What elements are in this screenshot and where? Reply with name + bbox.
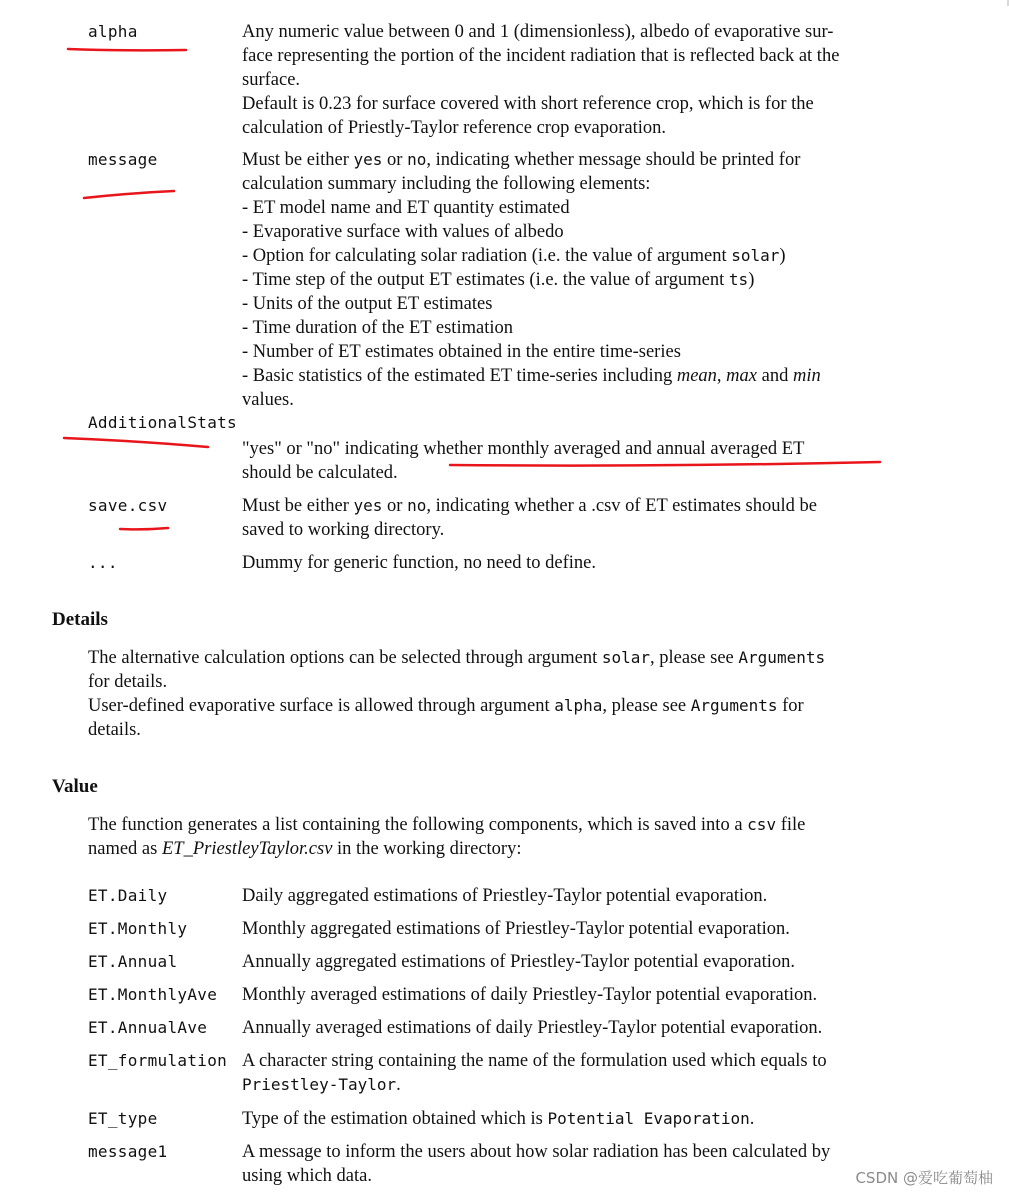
desc-line: calculation summary including the following elements: <box>242 174 651 194</box>
value-item-desc: Annually averaged estimations of daily Priestley-Taylor potential evaporation. <box>242 1018 823 1038</box>
value-item-desc: Monthly aggregated estimations of Priestley-Taylor potential evaporation. <box>242 919 790 939</box>
underline-save-csv <box>120 528 168 529</box>
value-item-desc: Daily aggregated estimations of Priestley-Taylor potential evaporation. <box>242 886 768 906</box>
desc-line: - Number of ET estimates obtained in the entire time-series <box>242 342 681 362</box>
underline-additionalstats <box>64 438 208 447</box>
details-line: details. <box>88 720 141 740</box>
details-line: User-defined evaporative surface is allowed through argument alpha, please see Arguments for <box>88 696 804 716</box>
details-line: The alternative calculation options can be selected through argument solar, please see Arguments <box>88 648 826 668</box>
arg-name-message: message <box>88 150 158 169</box>
desc-line: - Units of the output ET estimates <box>242 294 493 314</box>
desc-line: - Basic statistics of the estimated ET time-series including mean, max and min <box>242 366 821 386</box>
value-item-name: ET.MonthlyAve <box>88 985 218 1004</box>
value-item-desc: Monthly averaged estimations of daily Priestley-Taylor potential evaporation. <box>242 985 818 1005</box>
value-line: named as ET_PriestleyTaylor.csv in the working directory: <box>88 839 522 859</box>
desc-line: calculation of Priestly-Taylor reference crop evaporation. <box>242 118 667 138</box>
arg-name-save-csv: save.csv <box>88 496 168 515</box>
value-item-name: message1 <box>88 1142 168 1161</box>
desc-line: A character string containing the name of the formulation used which equals to <box>242 1051 827 1071</box>
desc-line: - Time duration of the ET estimation <box>242 318 513 338</box>
arg-name-alpha: alpha <box>88 22 138 41</box>
desc-line: Type of the estimation obtained which is Potential Evaporation. <box>242 1109 755 1129</box>
desc-line: should be calculated. <box>242 463 398 483</box>
value-item-name: ET_type <box>88 1109 158 1128</box>
value-item-name: ET.Monthly <box>88 919 188 938</box>
value-item-name: ET_formulation <box>88 1051 228 1070</box>
desc-line: - Option for calculating solar radiation (i.e. the value of argument solar) <box>242 246 786 266</box>
watermark: CSDN @爱吃葡萄柚 <box>855 1169 993 1187</box>
desc-line: using which data. <box>242 1166 372 1186</box>
arg-name-additionalstats: AdditionalStats <box>88 413 237 432</box>
value-line: The function generates a list containing the following components, which is saved into a csv file <box>88 815 806 835</box>
value-item-name: ET.Daily <box>88 886 168 905</box>
desc-line: Default is 0.23 for surface covered with short reference crop, which is for the <box>242 94 814 114</box>
underline-alpha <box>68 49 186 50</box>
desc-line: Priestley-Taylor. <box>242 1075 401 1095</box>
value-item-desc: Annually aggregated estimations of Priestley-Taylor potential evaporation. <box>242 952 796 972</box>
value-heading: Value <box>52 776 98 797</box>
desc-line: A message to inform the users about how solar radiation has been calculated by <box>242 1142 831 1162</box>
desc-line: values. <box>242 390 294 410</box>
arg-name-dots: ... <box>88 553 118 572</box>
desc-line: - ET model name and ET quantity estimated <box>242 198 570 218</box>
underline-message <box>84 191 174 198</box>
desc-line: Any numeric value between 0 and 1 (dimensionless), albedo of evaporative sur- <box>242 22 834 42</box>
desc-line: "yes" or "no" indicating whether monthly averaged and annual averaged ET <box>242 439 805 459</box>
desc-line: - Evaporative surface with values of albedo <box>242 222 564 242</box>
desc-line: Must be either yes or no, indicating whether a .csv of ET estimates should be <box>242 496 817 516</box>
desc-line: - Time step of the output ET estimates (i.e. the value of argument ts) <box>242 270 755 290</box>
value-item-name: ET.Annual <box>88 952 178 971</box>
desc-line: Must be either yes or no, indicating whether message should be printed for <box>242 150 801 170</box>
underline-monthly-annual <box>450 462 880 466</box>
details-line: for details. <box>88 672 168 692</box>
details-heading: Details <box>52 609 108 630</box>
desc-line: face representing the portion of the incident radiation that is reflected back at the <box>242 46 840 66</box>
value-item-name: ET.AnnualAve <box>88 1018 208 1037</box>
desc-line: Dummy for generic function, no need to define. <box>242 553 596 573</box>
desc-line: surface. <box>242 70 301 90</box>
desc-line: saved to working directory. <box>242 520 445 540</box>
